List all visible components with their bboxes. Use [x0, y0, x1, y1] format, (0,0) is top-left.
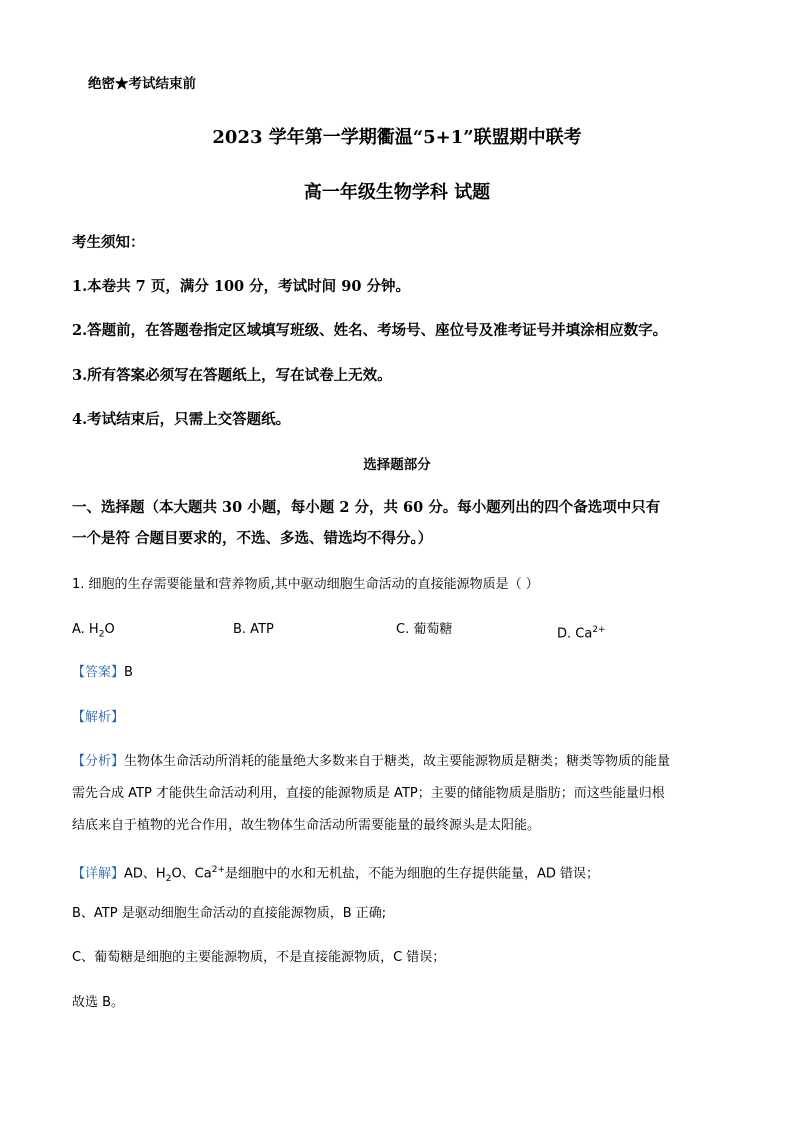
detail-line-3: C、葡萄糖是细胞的主要能源物质，不是直接能源物质，C 错误； [72, 950, 446, 965]
detail-line-2: B、ATP 是驱动细胞生命活动的直接能源物质，B 正确; [72, 906, 387, 921]
analysis-label: 【解析】 [72, 710, 125, 725]
option-a: A. $H_2O$ [72, 622, 115, 640]
detail-line-1: 【详解】AD、$H_2O$、$Ca^{2+}$是细胞中的水和无机盐，不能为细胞的生存提供能量，AD 错误； [72, 865, 600, 884]
question-stem: 1. 细胞的生存需要能量和营养物质,其中驱动细胞生命活动的直接能源物质是（ ） [72, 577, 539, 592]
fenxi-label: 【分析】 [72, 754, 125, 769]
section-instruction-line-1: 一、选择题（本大题共 30 小题，每小题 2 分，共 60 分。每小题列出的四个备选项中只有 [72, 499, 661, 516]
analysis-line-2: 需先合成 ATP 才能供生命活动利用，直接的能源物质是 ATP；主要的储能物质是脂肪；而这些能量归根 [72, 786, 665, 801]
analysis-line-1: 【分析】生物体生命活动所消耗的能量绝大多数来自于糖类，故主要能源物质是糖类；糖类等物质的能量 [72, 754, 671, 769]
analysis-line-3: 结底来自于植物的光合作用，故生物体生命活动所需要能量的最终源头是太阳能。 [72, 818, 541, 833]
option-d: D. $Ca^{2+}$ [557, 625, 606, 642]
option-c: C. 葡萄糖 [396, 622, 453, 637]
exam-title: 2023 学年第一学期衢温“5+1”联盟期中联考 [212, 127, 582, 148]
confidential-mark: 绝密★考试结束前 [88, 76, 196, 92]
option-b: B. ATP [233, 622, 274, 637]
notice-item-2: 2.答题前，在答题卷指定区域填写班级、姓名、考场号、座位号及准考证号并填涂相应数字。 [72, 322, 668, 339]
answer-line [72, 663, 133, 683]
notice-item-1: 1.本卷共 7 页，满分 100 分，考试时间 90 分钟。 [72, 278, 410, 295]
exam-subtitle: 高一年级生物学科 试题 [303, 182, 491, 203]
section-title: 选择题部分 [363, 457, 431, 473]
answer-label: 【答案】 [72, 665, 125, 680]
section-instruction-line-2: 一个是符 合题目要求的，不选、多选、错选均不得分。） [72, 530, 433, 547]
notice-item-4: 4.考试结束后，只需上交答题纸。 [72, 411, 291, 428]
notice-heading: 考生须知： [72, 234, 145, 251]
notice-item-3: 3.所有答案必须写在答题纸上，写在试卷上无效。 [72, 367, 392, 384]
answer-value: B [124, 665, 133, 680]
conclusion: 故选 B。 [72, 995, 125, 1010]
detail-label: 【详解】 [72, 866, 125, 882]
